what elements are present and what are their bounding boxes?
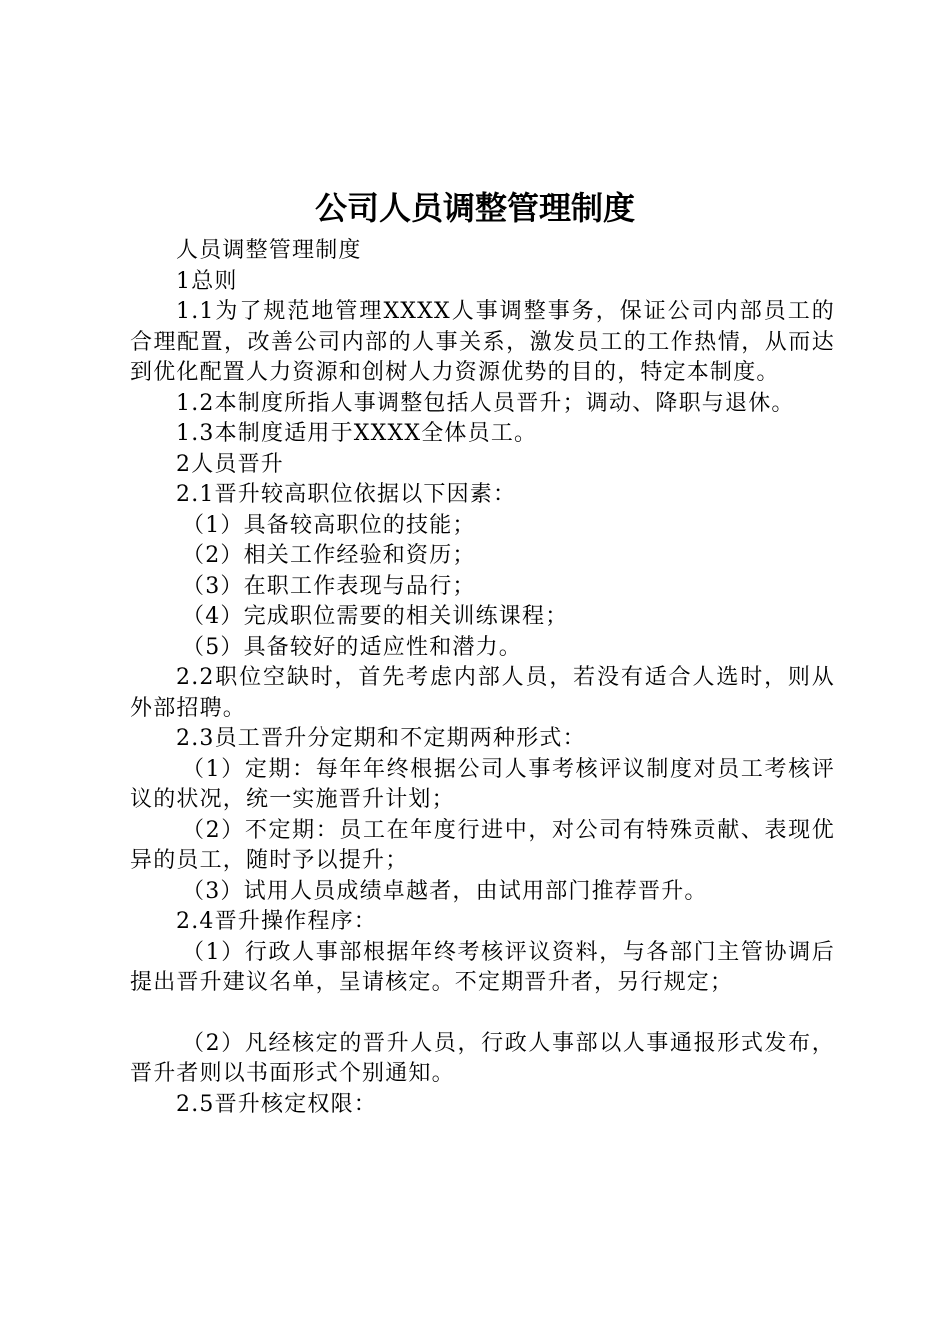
list-item: （1）具备较高职位的技能； [182, 512, 476, 538]
section-heading: 2人员晋升 [176, 451, 284, 477]
paragraph: 2.1晋升较高职位依据以下因素： [176, 482, 517, 507]
list-item: （3）试用人员成绩卓越者，由试用部门推荐晋升。 [182, 878, 708, 904]
list-item: （4）完成职位需要的相关训练课程； [182, 604, 569, 629]
document-body [130, 236, 835, 1120]
list-item: （2）不定期：员工在年度行进中，对公司有特殊贡献、表现优异的员工，随时予以提升； [130, 817, 835, 873]
paragraph: 1.3本制度适用于XXXX全体员工。 [176, 421, 538, 446]
list-item: （2）相关工作经验和资历； [182, 543, 476, 568]
paragraph: 人员调整管理制度 [176, 238, 362, 263]
paragraph: 2.5晋升核定权限： [176, 1091, 377, 1117]
paragraph: 2.4晋升操作程序： [176, 909, 377, 934]
paragraph: 2.3员工晋升分定期和不定期两种形式： [176, 726, 586, 751]
section-heading: 1总则 [176, 268, 238, 294]
paragraph: 1.2本制度所指人事调整包括人员晋升；调动、降职与退休。 [176, 390, 795, 416]
list-item: （3）在职工作表现与品行； [182, 573, 476, 599]
document-title: 公司人员调整管理制度 [314, 189, 635, 227]
list-item: （2）凡经核定的晋升人员，行政人事部以人事通报形式发布，晋升者则以书面形式个别通知。 [130, 1030, 835, 1086]
list-item: （5）具备较好的适应性和潜力。 [182, 634, 522, 660]
list-item: （1）行政人事部根据年终考核评议资料，与各部门主管协调后提出晋升建议名单，呈请核定。不定期晋升者，另行规定； [130, 939, 835, 995]
list-item: （1）定期：每年年终根据公司人事考核评议制度对员工考核评议的状况，统一实施晋升计划； [130, 756, 835, 812]
paragraph: 2.2职位空缺时，首先考虑内部人员，若没有适合人选时，则从外部招聘。 [130, 665, 835, 721]
paragraph: 1.1为了规范地管理XXXX人事调整事务，保证公司内部员工的合理配置，改善公司内部的人事关系，激发员工的工作热情，从而达到优化配置人力资源和创树人力资源优势的目的，特定本制度。 [130, 299, 835, 385]
